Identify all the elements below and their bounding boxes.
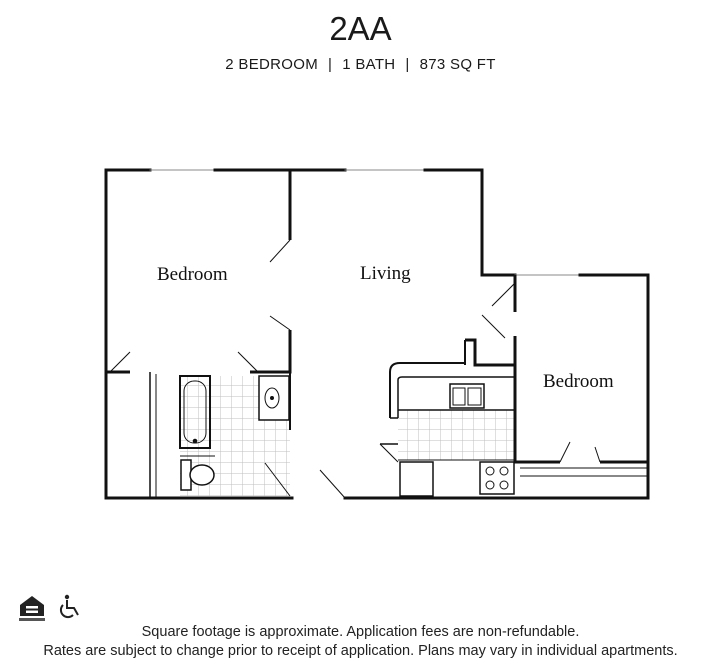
wheelchair-accessibility-icon	[61, 595, 78, 617]
bedroom-right-label: Bedroom	[543, 371, 614, 392]
footer-disclaimer-line1: Square footage is approximate. Application fees are non-refundable.	[141, 624, 580, 640]
plan-title: 2AA	[329, 10, 392, 47]
accessibility-logos	[18, 594, 88, 627]
bathroom-sink	[259, 376, 289, 420]
separator: |	[405, 56, 410, 73]
separator: |	[328, 56, 333, 73]
kitchen-tile-floor	[398, 410, 514, 460]
bath-count: 1 BATH	[342, 56, 396, 73]
square-footage: 873 SQ FT	[419, 56, 496, 73]
refrigerator	[400, 462, 433, 496]
living-label: Living	[360, 263, 411, 284]
stove	[480, 462, 514, 494]
kitchen-sink	[450, 384, 484, 408]
closet	[520, 468, 648, 476]
bedroom-left-label: Bedroom	[157, 264, 228, 285]
footer-disclaimer-line2: Rates are subject to change prior to receipt of application. Plans may vary in individual apartments.	[43, 643, 678, 659]
bedroom-count: 2 BEDROOM	[225, 56, 319, 73]
equal-housing-opportunity-icon	[19, 596, 45, 621]
